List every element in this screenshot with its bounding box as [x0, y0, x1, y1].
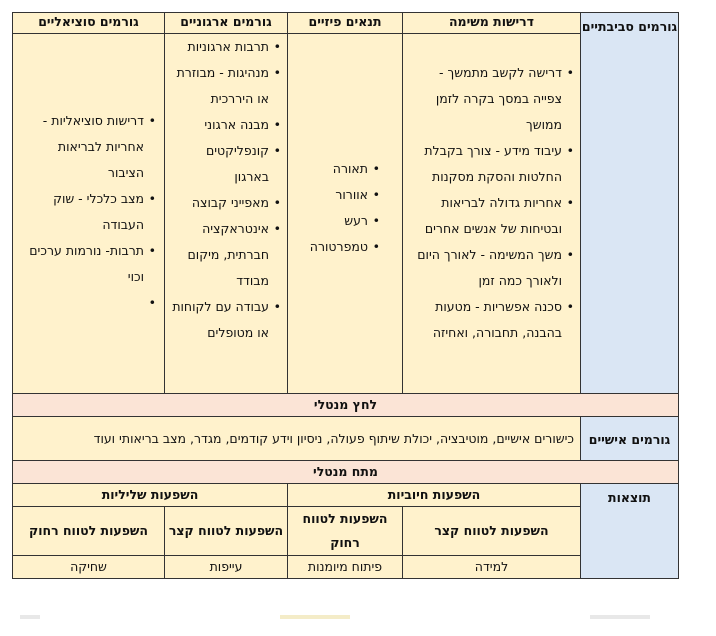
list-item: • אינטראקציה חברתית, מיקום מבודד [171, 216, 269, 294]
negative-short-term-header: השפעות לטווח קצר [165, 507, 288, 556]
physical-conditions-list [288, 156, 402, 260]
organizational-factors-header: גורמים ארגוניים [165, 13, 288, 34]
list-item: • טמפרטורה [294, 234, 368, 260]
social-factors-cell [13, 34, 165, 394]
negative-short-term-value: עייפות [165, 556, 288, 579]
list-item: • דרישות סוציאליות - אחריות לבריאות הציבור [19, 108, 144, 186]
social-factors-list [13, 108, 164, 316]
list-item: • מאפייני קבוצה [171, 190, 269, 216]
list-item: • קונפליקטים בארגון [171, 138, 269, 190]
positive-short-term-value: למידה [403, 556, 581, 579]
negative-long-term-value: שחיקה [13, 556, 165, 579]
list-item: • עיבוד מידע - צורך בקבלת החלטות והסקת מסקנות [409, 138, 562, 190]
personal-factors-label: גורמים אישיים [581, 417, 679, 461]
positive-short-term-header: השפעות לטווח קצר [403, 507, 581, 556]
social-factors-header: גורמים סוציאליים [13, 13, 165, 34]
list-item: • דרישה לקשב מתמשך - צפייה במסך בקרה לזמן ממושך [409, 60, 562, 138]
list-item: • רעש [294, 208, 368, 234]
page-footer-divider [280, 615, 350, 619]
personal-factors-text: כישורים אישיים, מוטיבציה, יכולת שיתוף פעולה, ניסיון וידע קודמים, מגדר, מצב בריאותי ועוד [13, 417, 581, 461]
organizational-factors-list [165, 34, 287, 346]
task-demands-header: דרישות משימה [403, 13, 581, 34]
list-item: • משך המשימה - לאורך היום ולאורך כמה זמן [409, 242, 562, 294]
list-item: • תרבות- נורמות ערכים וכוי [19, 238, 144, 290]
list-item: • עבודה עם לקוחות או מטופלים [171, 294, 269, 346]
page-footer-divider [590, 615, 650, 619]
list-item: • תאורה [294, 156, 368, 182]
list-item [19, 290, 144, 316]
list-item: • אוורור [294, 182, 368, 208]
list-item: • סכנה אפשריות - מטעות בהבנה, תחבורה, ואחיזה [409, 294, 562, 346]
list-item: • תרבות ארגוניות [171, 34, 269, 60]
negative-long-term-header: השפעות לטווח רחוק [13, 507, 165, 556]
list-item: • אחריות גדולה לבריאות ובטיחות של אנשים אחרים [409, 190, 562, 242]
mental-pressure-label: לחץ מנטלי [13, 394, 679, 417]
list-item: • מנהיגות - מבוזרת או היררכית [171, 60, 269, 112]
negative-effects-header: השפעות שליליות [13, 484, 288, 507]
physical-conditions-cell [288, 34, 403, 394]
stress-factors-table [12, 12, 679, 579]
environmental-factors-label: גורמים סביבתיים [581, 13, 679, 394]
list-item: • מבנה ארגוני [171, 112, 269, 138]
outcomes-label: תוצאות [581, 484, 679, 579]
physical-conditions-header: תנאים פיזיים [288, 13, 403, 34]
list-item: • מצב כלכלי - שוק העבודה [19, 186, 144, 238]
mental-strain-label: מתח מנטלי [13, 461, 679, 484]
page-footer-divider [20, 615, 40, 619]
task-demands-cell [403, 34, 581, 394]
task-demands-list [403, 60, 580, 346]
positive-effects-header: השפעות חיוביות [288, 484, 581, 507]
positive-long-term-value: פיתוח מיומנות [288, 556, 403, 579]
organizational-factors-cell [165, 34, 288, 394]
positive-long-term-header: השפעות לטווח רחוק [288, 507, 403, 556]
